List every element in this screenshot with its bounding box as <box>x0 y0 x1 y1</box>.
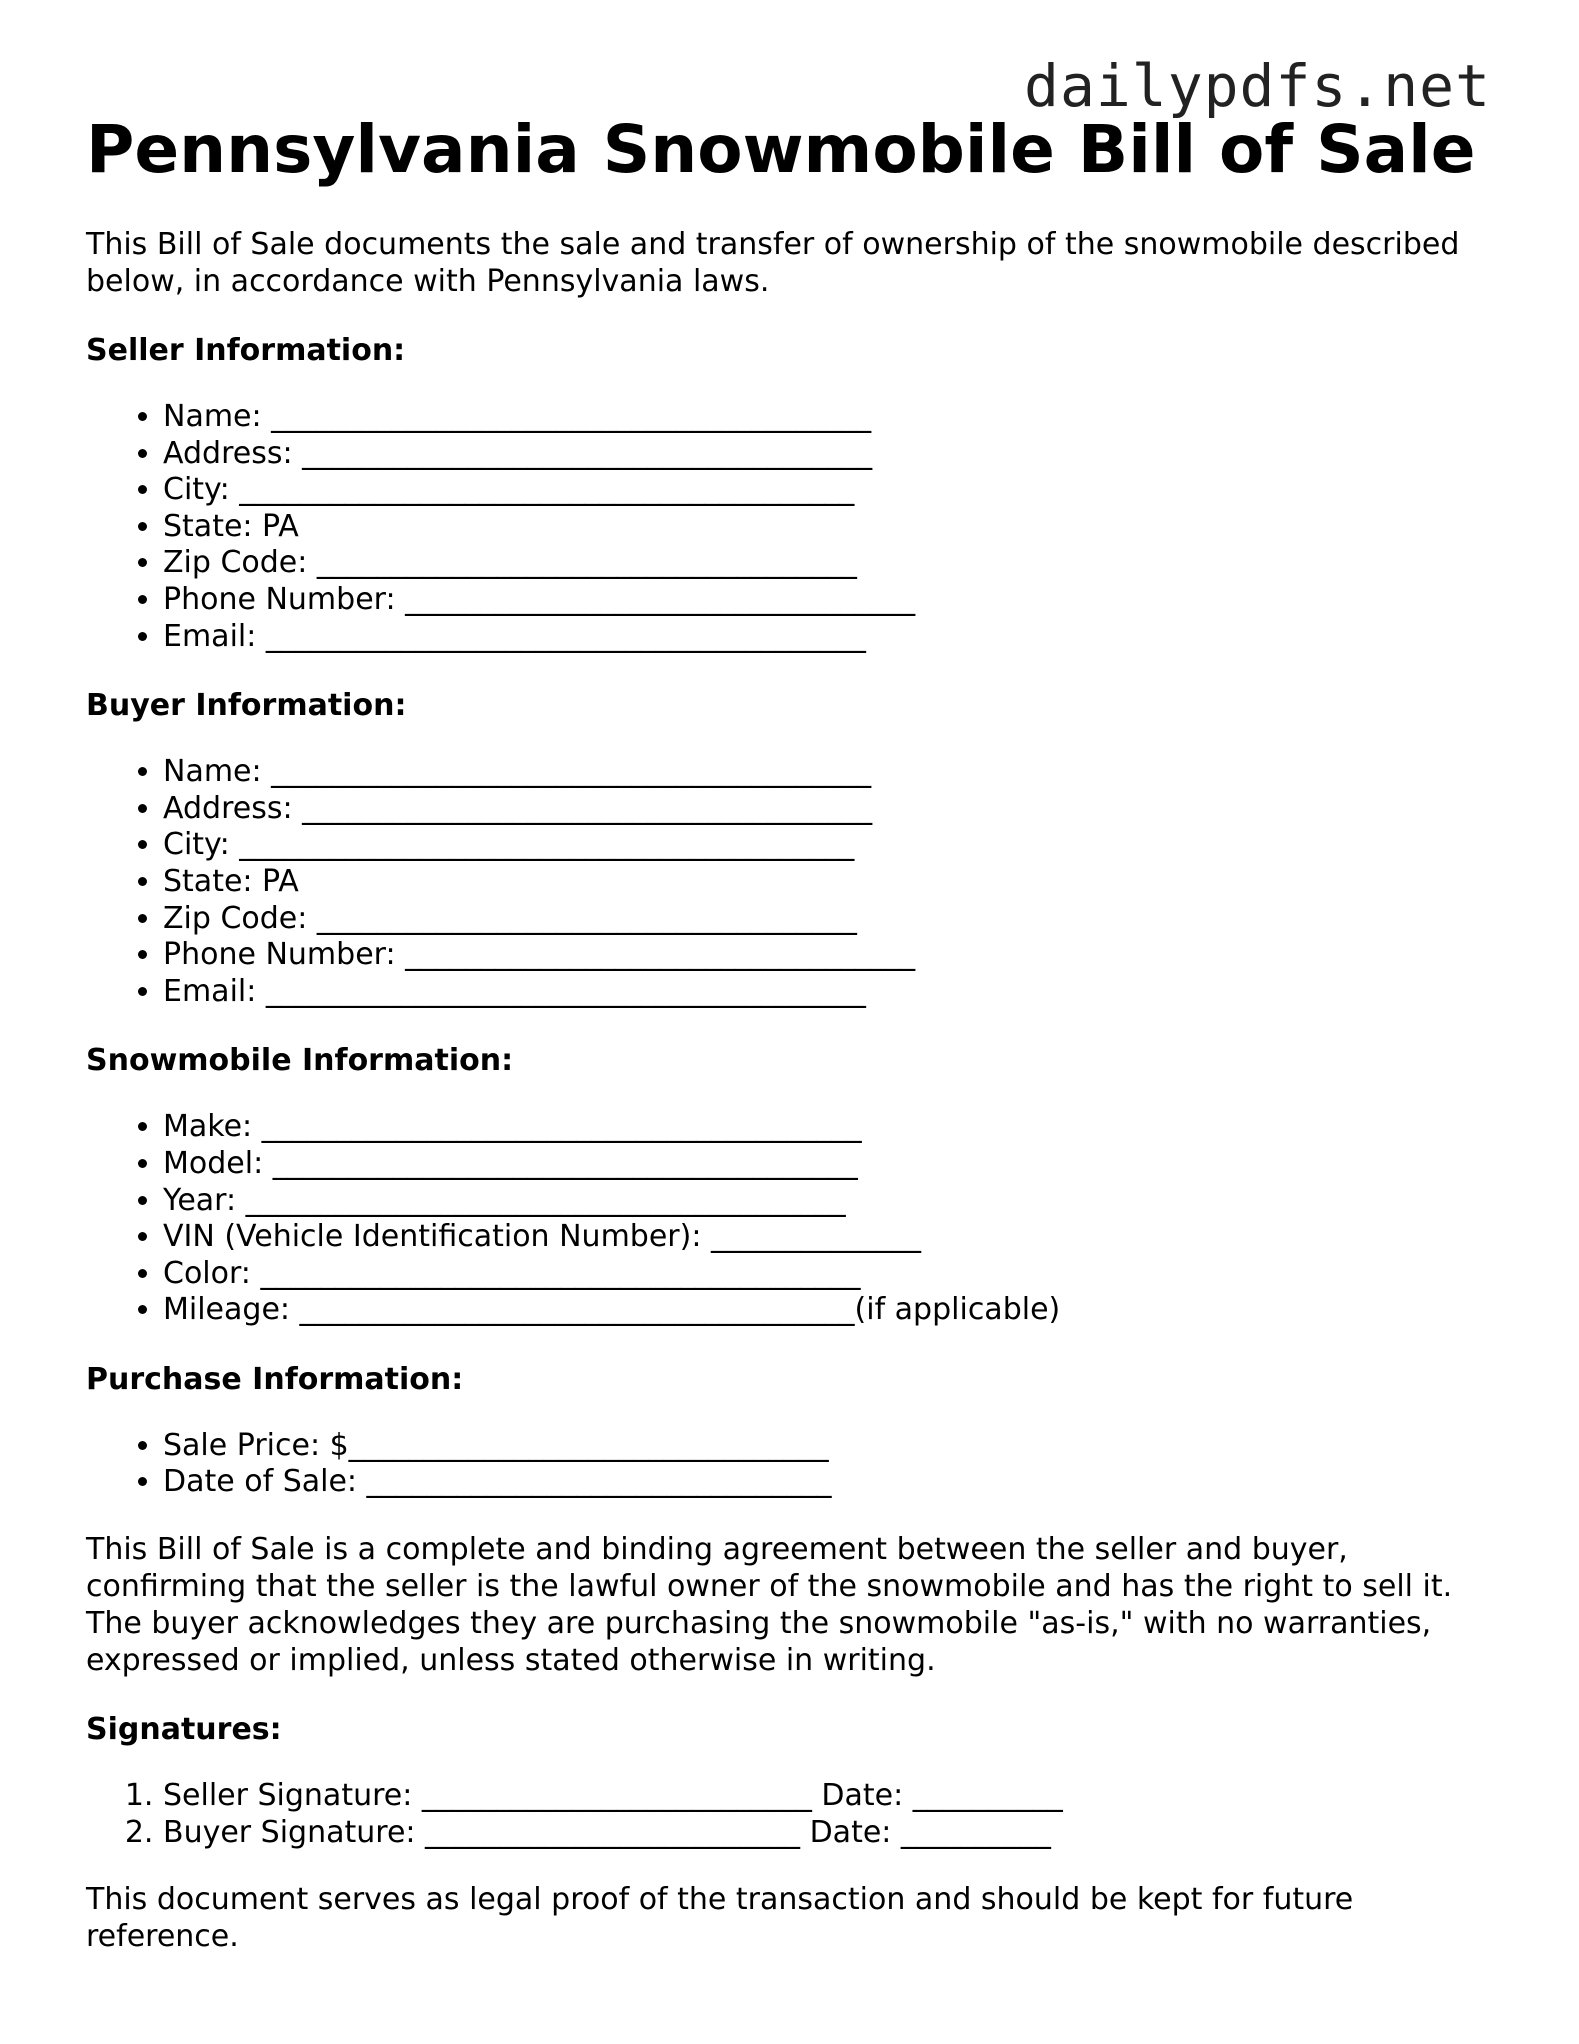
buyer-name-field: • Name: ________________________________________ <box>163 754 1496 791</box>
seller-zip-field: • Zip Code: ____________________________________ <box>163 545 1496 582</box>
purchase-info-list <box>86 1428 1496 1501</box>
signatures-list <box>86 1778 1496 1851</box>
buyer-info-list <box>86 754 1496 1010</box>
sale-price-field: • Sale Price: $________________________________ <box>163 1428 1496 1465</box>
buyer-city-field: • City: _________________________________________ <box>163 827 1496 864</box>
seller-address-field: • Address: ______________________________________ <box>163 436 1496 473</box>
snowmobile-year-field: • Year: ________________________________________ <box>163 1183 1496 1220</box>
seller-state-field: • State: PA <box>163 509 1496 546</box>
agreement-paragraph: This Bill of Sale is a complete and binding agreement between the seller and buyer, confirming that the seller is the lawful owner of the snowmobile and has the right to sell it. The buyer acknowledges they are purchasing the snowmobile "as-is," with no warranties, expressed or implied, unless stated otherwise in writing. <box>86 1532 1453 1679</box>
buyer-signature-field: 2. Buyer Signature: _________________________ Date: __________ <box>163 1815 1496 1852</box>
buyer-email-field: • Email: ________________________________________ <box>163 974 1496 1011</box>
seller-phone-field: • Phone Number: __________________________________ <box>163 582 1496 619</box>
seller-email-field: • Email: ________________________________________ <box>163 619 1496 656</box>
buyer-heading: Buyer Information: <box>86 688 407 724</box>
date-of-sale-field: • Date of Sale: _______________________________ <box>163 1464 1496 1501</box>
snowmobile-heading: Snowmobile Information: <box>86 1043 514 1079</box>
snowmobile-model-field: • Model: _______________________________________ <box>163 1146 1496 1183</box>
seller-city-field: • City: _________________________________________ <box>163 472 1496 509</box>
signatures-heading: Signatures: <box>86 1712 282 1748</box>
snowmobile-color-field: • Color: ________________________________________ <box>163 1256 1496 1293</box>
seller-signature-field: 1. Seller Signature: __________________________ Date: __________ <box>163 1778 1496 1815</box>
snowmobile-make-field: • Make: ________________________________________ <box>163 1109 1496 1146</box>
snowmobile-mileage-field: • Mileage: _____________________________________(if applicable) <box>163 1292 1496 1329</box>
closing-paragraph: This document serves as legal proof of the transaction and should be kept for future reference. <box>86 1882 1354 1955</box>
buyer-state-field: • State: PA <box>163 864 1496 901</box>
buyer-address-field: • Address: ______________________________________ <box>163 791 1496 828</box>
seller-info-list <box>86 399 1496 655</box>
seller-heading: Seller Information: <box>86 333 406 368</box>
watermark: dailypdfs.net <box>1024 52 1491 120</box>
document-page <box>86 110 1496 1955</box>
purchase-heading: Purchase Information: <box>86 1361 464 1397</box>
document-title: Pennsylvania Snowmobile Bill of Sale <box>86 111 1476 188</box>
snowmobile-vin-field: • VIN (Vehicle Identification Number): ______________ <box>163 1219 1496 1256</box>
seller-name-field: • Name: ________________________________________ <box>163 399 1496 436</box>
intro-paragraph: This Bill of Sale documents the sale and transfer of ownership of the snowmobile described below, in accordance with Pennsylvania laws. <box>86 227 1460 299</box>
snowmobile-info-list <box>86 1109 1496 1329</box>
buyer-zip-field: • Zip Code: ____________________________________ <box>163 901 1496 938</box>
buyer-phone-field: • Phone Number: __________________________________ <box>163 937 1496 974</box>
